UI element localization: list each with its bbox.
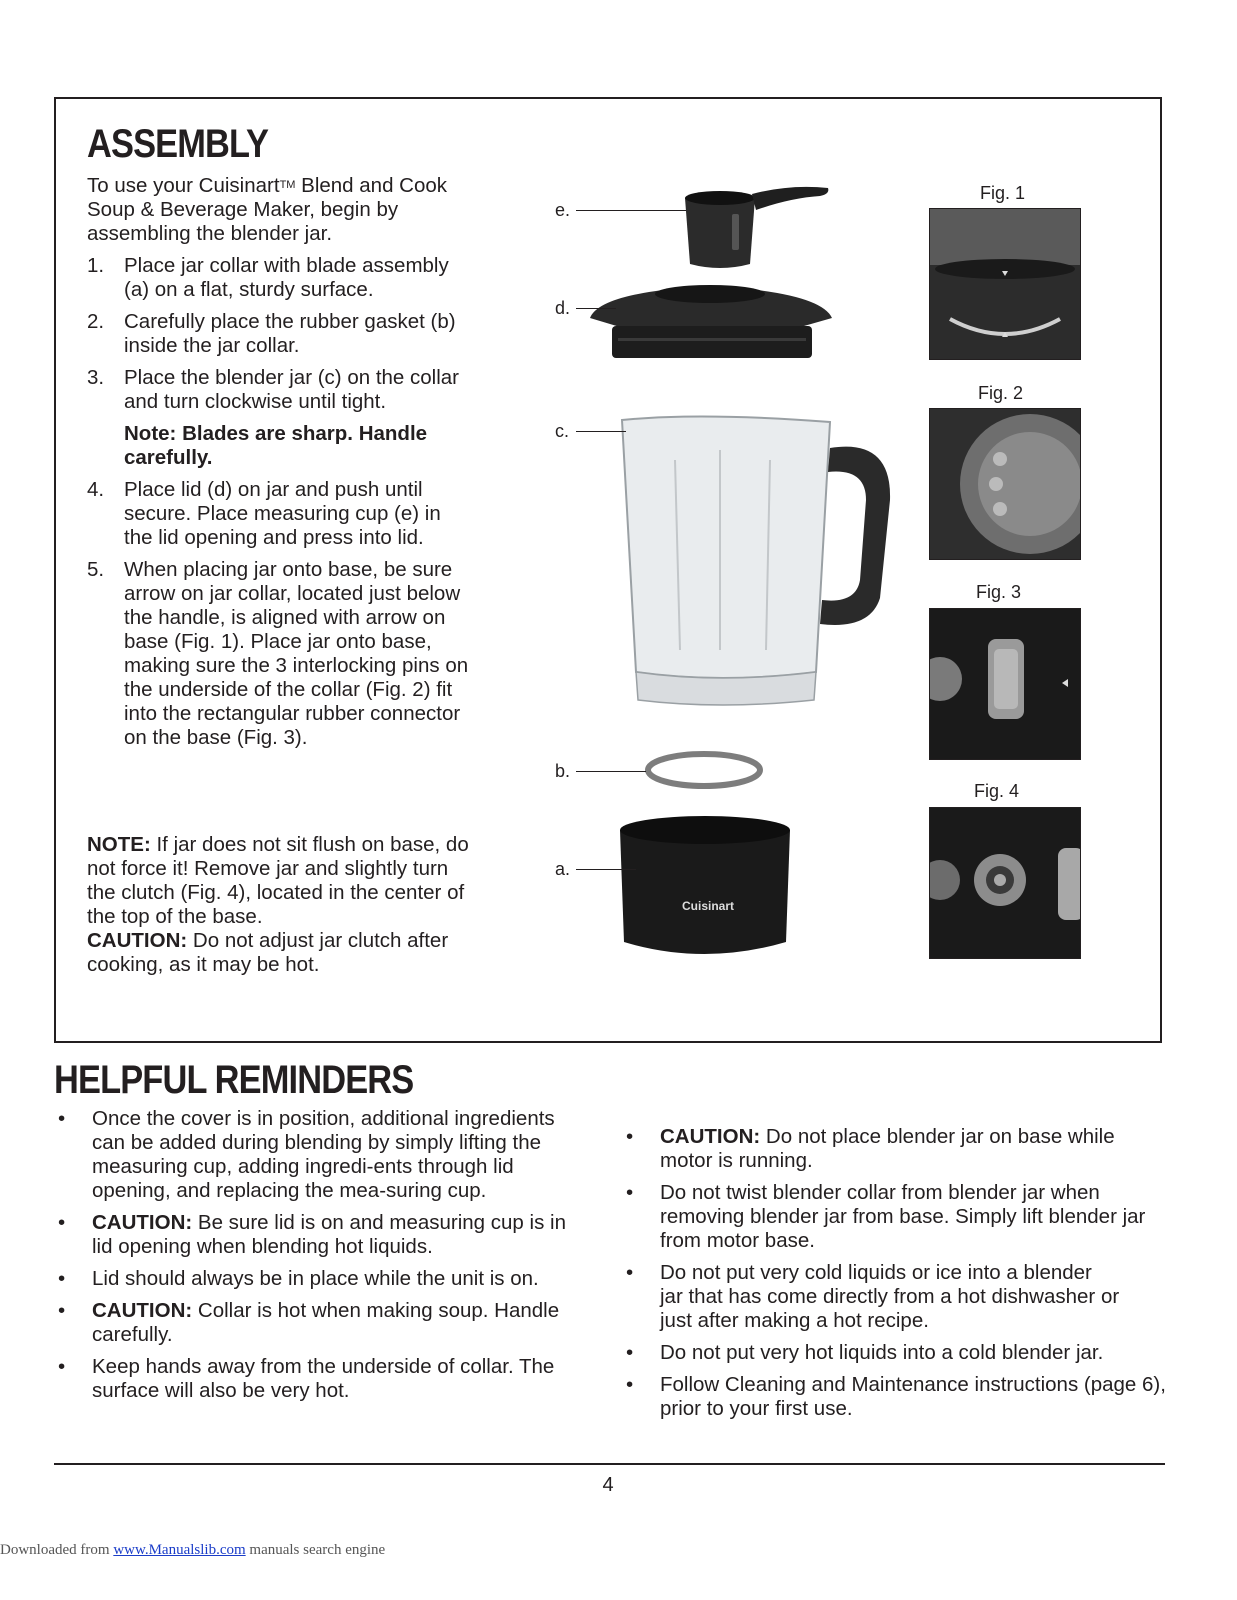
step-number: 5. (87, 558, 105, 581)
reminder-text: Do not place blender jar on base while motor is running. (660, 1125, 1115, 1172)
fig-4-image (930, 808, 1080, 958)
step-5 (87, 558, 472, 750)
list-item-text (92, 1355, 576, 1403)
step-4 (87, 478, 472, 550)
step-number: 1. (87, 254, 105, 277)
fig-2-image (930, 409, 1080, 559)
fig-2-photo (929, 408, 1081, 560)
reminder-text: Keep hands away from the underside of collar. The surface will also be very hot. (92, 1355, 555, 1402)
step-body (124, 366, 472, 470)
footer-suffix: manuals search engine (245, 1542, 386, 1558)
note-text: If jar does not sit flush on base, do not force it! Remove jar and slightly turn the clutch (Fig. 4), located in the center of the top of the base. (87, 833, 469, 928)
bullet-icon: • (626, 1181, 634, 1204)
measuring-cup-e (685, 187, 828, 268)
assembly-intro (87, 174, 467, 246)
list-item (622, 1125, 1167, 1173)
list-item-text (92, 1267, 576, 1291)
list-item (54, 1107, 576, 1203)
blade-warning-note: Note: Blades are sharp. Handle carefully. (124, 422, 428, 469)
reminder-text: Lid should always be in place while the unit is on. (92, 1267, 539, 1290)
list-item-text (92, 1107, 576, 1203)
list-item-text (92, 1299, 576, 1347)
reminder-text: Do not put very cold liquids or ice into a blender jar that has come directly from a hot dishwasher or just after making a hot recipe. (660, 1261, 1120, 1332)
note-label: NOTE: (87, 833, 151, 856)
caution-label: CAUTION: (92, 1211, 193, 1234)
page-number: 4 (602, 1474, 614, 1496)
footer-divider (54, 1463, 1165, 1465)
list-item-text (660, 1261, 1120, 1333)
step-text: When placing jar onto base, be sure arrow on jar collar, located just below the handle, is aligned with arrow on base (Fig. 1). Place jar onto base, making sure the 3 interlocking pins on the underside of the collar (Fig. 2) fit into the rectangular rubber connector on the base (Fig. 3). (124, 558, 469, 749)
assembly-note (87, 833, 472, 977)
reminder-text: Collar is hot when making soup. Handle carefully. (92, 1299, 560, 1346)
bullet-icon: • (58, 1267, 66, 1290)
leader-line-a (576, 869, 636, 870)
reminders-right-list (622, 1125, 1167, 1429)
fig-1-caption: Fig. 1 (980, 183, 1026, 203)
bullet-icon: • (626, 1261, 634, 1284)
blender-jar-c (622, 416, 890, 705)
leader-line-e (576, 210, 686, 211)
fig-3-image (930, 609, 1080, 759)
step-text: Place jar collar with blade assembly (a) on a flat, sturdy surface. (124, 254, 449, 301)
list-item-text (92, 1211, 576, 1259)
download-footer (0, 1542, 385, 1559)
list-item-text (660, 1125, 1167, 1173)
intro-text-start: To use your Cuisinart (87, 174, 280, 197)
intro-text-end: Blend and Cook Soup & Beverage Maker, begin by assembling the blender jar. (87, 174, 448, 245)
part-label-c: c. (555, 421, 570, 441)
list-item (54, 1355, 576, 1403)
list-item-text (660, 1341, 1167, 1365)
blender-parts-illustration (580, 180, 900, 970)
reminder-text: Do not put very hot liquids into a cold blender jar. (660, 1341, 1104, 1364)
trademark-mark: TM (279, 179, 296, 191)
caution-label: CAUTION: (660, 1125, 761, 1148)
part-label-e: e. (555, 200, 571, 220)
collar-brand-logo: Cuisinart (681, 899, 735, 913)
reminders-title: HELPFUL REMINDERS (54, 1058, 414, 1102)
leader-line-c (576, 431, 626, 432)
step-text: Carefully place the rubber gasket (b) inside the jar collar. (124, 310, 456, 357)
part-label-a: a. (555, 859, 571, 879)
list-item (54, 1299, 576, 1347)
reminder-text: Do not twist blender collar from blender jar when removing blender jar from base. Simply lift blender jar from motor base. (660, 1181, 1146, 1252)
rubber-gasket-b (648, 754, 760, 786)
fig-2-caption: Fig. 2 (978, 383, 1024, 403)
bullet-icon: • (58, 1355, 66, 1378)
list-item-text (660, 1373, 1167, 1421)
bullet-icon: • (58, 1299, 66, 1322)
assembly-title: ASSEMBLY (87, 122, 269, 166)
manualslib-link[interactable]: www.Manualslib.com (113, 1542, 246, 1558)
leader-line-b (576, 771, 646, 772)
step-3 (87, 366, 472, 470)
list-item (54, 1211, 576, 1259)
step-number: 3. (87, 366, 105, 389)
fig-3-caption: Fig. 3 (976, 582, 1022, 602)
bullet-icon: • (626, 1125, 634, 1148)
caution-label: CAUTION: (87, 929, 188, 952)
step-1 (87, 254, 472, 302)
fig-4-caption: Fig. 4 (974, 781, 1020, 801)
step-number: 4. (87, 478, 105, 501)
jar-collar-a (620, 816, 790, 954)
fig-3-photo (929, 608, 1081, 760)
leader-line-d (576, 308, 616, 309)
caution-label: CAUTION: (92, 1299, 193, 1322)
list-item (54, 1267, 576, 1291)
fig-1-image (930, 209, 1080, 359)
list-item (622, 1373, 1167, 1421)
list-item (622, 1261, 1167, 1333)
part-label-b: b. (555, 761, 571, 781)
footer-prefix: Downloaded from (0, 1542, 114, 1558)
step-text: Place the blender jar (c) on the collar and turn clockwise until tight. (124, 366, 460, 413)
bullet-icon: • (58, 1211, 66, 1234)
bullet-icon: • (58, 1107, 66, 1130)
reminder-text: Follow Cleaning and Maintenance instructions (page 6), prior to your first use. (660, 1373, 1166, 1420)
fig-4-photo (929, 807, 1081, 959)
caution-text: Do not adjust jar clutch after cooking, as it may be hot. (87, 929, 449, 976)
bullet-icon: • (626, 1373, 634, 1396)
reminders-left-list (54, 1107, 576, 1411)
fig-1-photo (929, 208, 1081, 360)
step-number: 2. (87, 310, 105, 333)
step-2 (87, 310, 472, 358)
step-text: Place lid (d) on jar and push until secure. Place measuring cup (e) in the lid opening and press into lid. (124, 478, 441, 549)
reminder-text: Once the cover is in position, additional ingredients can be added during blending by simply lifting the measuring cup, adding ingredi-ents through lid opening, and replacing the mea-suring cup. (92, 1107, 555, 1202)
part-label-d: d. (555, 298, 571, 318)
list-item (622, 1181, 1167, 1253)
list-item-text (660, 1181, 1167, 1253)
lid-d (590, 285, 832, 358)
reminder-text: Be sure lid is on and measuring cup is in lid opening when blending hot liquids. (92, 1211, 566, 1258)
assembly-steps (87, 254, 472, 758)
list-item (622, 1341, 1167, 1365)
bullet-icon: • (626, 1341, 634, 1364)
